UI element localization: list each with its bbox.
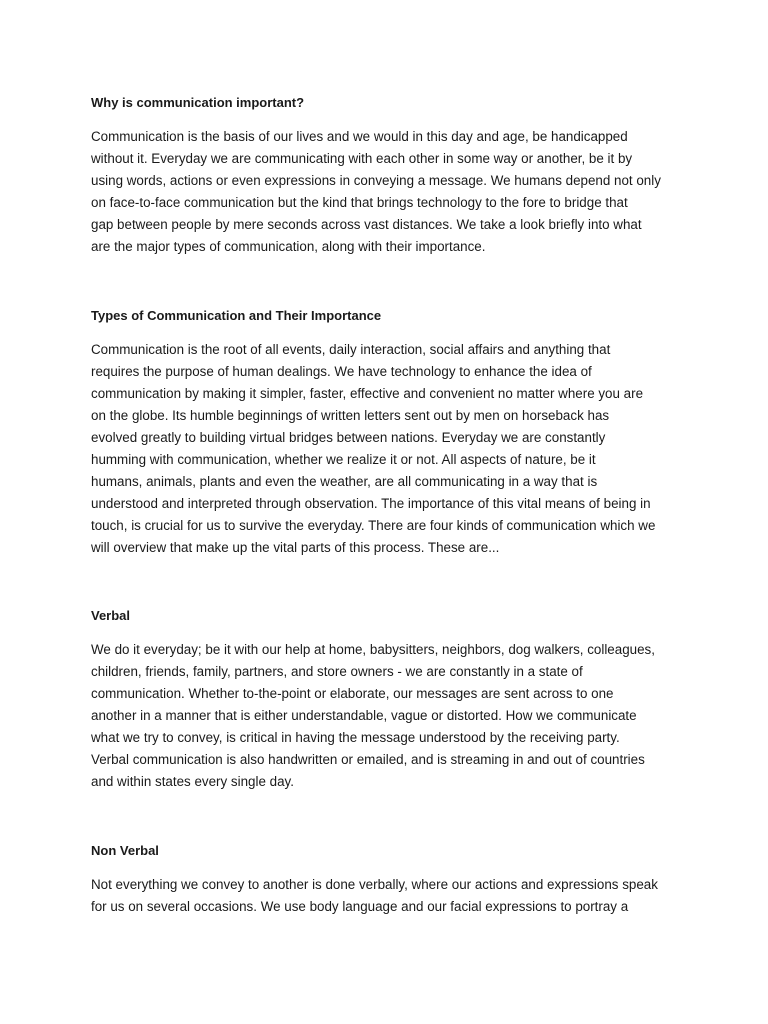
section-body-verbal: We do it everyday; be it with our help at home, babysitters, neighbors, dog walkers, colleagues, children, friends, family, partners, and store owners - we are constantly in a state of communication. Whether to-the-point or elaborate, our messages are sent across to one another in a manner that is either understandable, vague or distorted. How we communicate what we try to convey, is critical in having the message understood by the receiving party. Verbal communication is also handwritten or emailed, and is streaming in and out of countries and within states every single day. [91,642,655,789]
section-heading-non-verbal: Non Verbal [91,843,159,858]
section-heading-types-of-communication: Types of Communication and Their Importance [91,308,382,323]
section-heading-verbal: Verbal [91,608,131,623]
section-heading-why-communication: Why is communication important? [91,95,305,110]
section-body-why-communication: Communication is the basis of our lives and we would in this day and age, be handicapped without it. Everyday we are communicating with each other in some way or another, be it by using words, actions or even expressions in conveying a message. We humans depend not only on face-to-face communication but the kind that brings technology to the fore to bridge that gap between people by mere seconds across vast distances. We take a look briefly into what are the major types of communication, along with their importance. [91,129,661,254]
section-body-types-of-communication: Communication is the root of all events, daily interaction, social affairs and anything that requires the purpose of human dealings. We have technology to enhance the idea of communication by making it simpler, faster, effective and convenient no matter where you are on the globe. Its humble beginnings of written letters sent out by men on horseback has evolved greatly to building virtual bridges between nations. Everyday we are constantly humming with communication, whether we realize it or not. All aspects of nature, be it humans, animals, plants and even the weather, are all communicating in a way that is understood and interpreted through observation. The importance of this vital means of being in touch, is crucial for us to survive the everyday. There are four kinds of communication which we will overview that make up the vital parts of this process. These are... [91,342,656,555]
section-body-non-verbal: Not everything we convey to another is done verbally, where our actions and expressions speak for us on several occasions. We use body language and our facial expressions to portray a [91,877,658,914]
